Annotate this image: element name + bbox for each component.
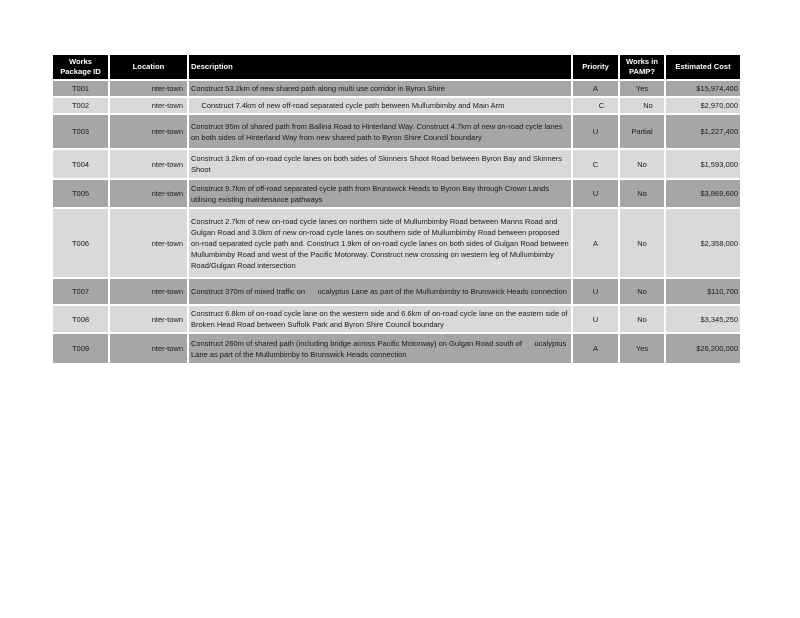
cell-pamp: No [619,97,665,114]
cell-priority: A [572,333,619,364]
works-package-table [53,55,740,365]
cell-cost: $26,200,000 [665,333,740,364]
cell-description: Construct 9.7km of off-road separated cycle path from Brunswick Heads to Byron Bay through Crown Lands utilising existing maintenance pathways [188,179,572,208]
table-header-row [53,55,740,80]
cell-cost: $3,345,250 [665,305,740,333]
cell-cost: $2,970,000 [665,97,740,114]
cell-cost: $2,358,000 [665,208,740,278]
cell-location: nter-town [109,278,188,305]
header-description: Description [188,55,572,80]
cell-id: T004 [53,149,109,179]
cell-cost: $1,227,400 [665,114,740,149]
cell-location: nter-town [109,305,188,333]
cell-pamp: No [619,149,665,179]
cell-id: T002 [53,97,109,114]
cell-priority: U [572,278,619,305]
table-row [53,80,740,97]
cell-id: T006 [53,208,109,278]
cell-description: Construct 53.2km of new shared path along multi use corridor in Byron Shire [188,80,572,97]
cell-location: nter-town [109,80,188,97]
table-row [53,208,740,278]
header-works-package-id: Works Package ID [53,55,109,80]
cell-priority: A [572,208,619,278]
cell-priority: U [572,114,619,149]
cell-id: T008 [53,305,109,333]
cell-location: nter-town [109,333,188,364]
table-row [53,149,740,179]
table-row [53,114,740,149]
cell-location: nter-town [109,149,188,179]
cell-pamp: No [619,278,665,305]
cell-id: T007 [53,278,109,305]
table-row [53,97,740,114]
cell-pamp: Yes [619,80,665,97]
cell-description: Construct 7.4km of new off-road separated cycle path between Mullumbimby and Main Arm [188,97,572,114]
cell-location: nter-town [109,179,188,208]
cell-priority: U [572,305,619,333]
cell-id: T001 [53,80,109,97]
cell-priority: C [572,97,619,114]
cell-cost: $3,869,600 [665,179,740,208]
cell-priority: U [572,179,619,208]
cell-description: Construct 3.2km of on-road cycle lanes on both sides of Skinners Shoot Road between Byron Bay and Skinners Shoot [188,149,572,179]
cell-pamp: No [619,208,665,278]
cell-description: Construct 95m of shared path from Ballina Road to Hinterland Way. Construct 4.7km of new on-road cycle lanes on both sides of Hinterland Way from new shared path to Byron Shire Council boundary [188,114,572,149]
table-row [53,305,740,333]
cell-id: T009 [53,333,109,364]
cell-description: Construct 370m of mixed traffic on ucalyptus Lane as part of the Mullumbimby to Brunswick Heads connection [188,278,572,305]
cell-pamp: Yes [619,333,665,364]
cell-cost: $1,593,000 [665,149,740,179]
cell-cost: $15,974,400 [665,80,740,97]
cell-description: Construct 6.8km of on-road cycle lane on the western side and 6.6km of on-road cycle lane on the eastern side of Broken Head Road between Suffolk Park and Byron Shire Council boundary [188,305,572,333]
header-works-in-pamp: Works in PAMP? [619,55,665,80]
table-row [53,278,740,305]
cell-priority: A [572,80,619,97]
header-location: Location [109,55,188,80]
cell-description: Construct 2.7km of new on-road cycle lanes on northern side of Mullumbimby Road between Manns Road and Gulgan Road and 3.0km of new on-road cycle lanes on southern side of Mullumbimby Road between proposed on-road separated cycle path and. Construct 1.9km of on-road cycle lanes on both sides of Gulgan Road between Mullumbimby Road and west of the Pacific Motorway. Construct new crossing on western leg of Mullumbimby Road/Gulgan Road intersection [188,208,572,278]
cell-location: nter-town [109,114,188,149]
cell-priority: C [572,149,619,179]
works-package-sheet [53,55,740,365]
cell-location: nter-town [109,97,188,114]
cell-location: nter-town [109,208,188,278]
cell-pamp: Partial [619,114,665,149]
header-estimated-cost: Estimated Cost [665,55,740,80]
table-row [53,179,740,208]
cell-pamp: No [619,305,665,333]
cell-id: T005 [53,179,109,208]
table-row [53,333,740,364]
cell-id: T003 [53,114,109,149]
cell-cost: $110,700 [665,278,740,305]
header-priority: Priority [572,55,619,80]
cell-pamp: No [619,179,665,208]
cell-description: Construct 260m of shared path (including bridge across Pacific Motorway) on Gulgan Road south of ucalyptus Lane as part of the Mullumbimby to Brunswick Heads connection [188,333,572,364]
